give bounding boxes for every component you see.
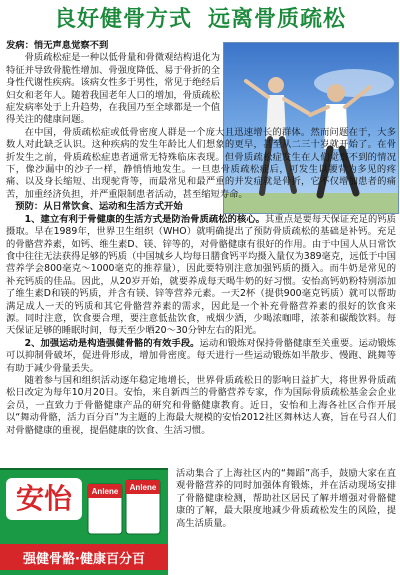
point-2-body: 运动和锻炼对保持骨骼健康至关重要。运动锻炼可以抑制骨破坏，促进骨形成，增加骨密度。每天进行一些运动锻炼如半散步、慢跑、跳舞等有助于减少骨量丢失。 (6, 337, 396, 374)
anlene-advertisement (0, 468, 168, 575)
section-2-title: 预防：从日常饮食、运动和生活方式开始 (15, 201, 183, 213)
article-top-column (6, 40, 220, 127)
closing-paragraph-continued: 活动集合了上海社区内的“舞蹈”高手，鼓励大家在直观骨骼营养的同时加强体育锻炼，并在活动现场安排了骨骼健康检测，帮助社区居民了解并增强对骨骼健康的了解，最大限度地减少骨质疏松发生的风险，提高生活质量。 (176, 468, 396, 529)
article-body (6, 40, 396, 437)
milk-powder-packs-icon (86, 476, 164, 536)
paragraph-2: 在中国，骨质疏松症或低骨密度人群是一个庞大且迅速增长的群体。然而问题在于，大多数人对此缺乏认识。这种疾病的发生年龄比人们想象的更早，甚至从二三十岁就开始了。在骨折发生之前，骨质疏松症患者通常无特殊临床表现。但骨质疏松症发生在人们觉察不到的情况下，像沙漏中的沙子一样，静悄悄地发生。一旦患骨质疏松症后，可发生以腰背为多见的疼痛、以及身长缩短、出现驼背等，而最常见和最严重的并发症就是骨折，它不仅增加患者的痛苦，加重经济负担，并严重限制患者活动，甚至缩短寿命。 (6, 126, 396, 200)
headline (0, 0, 400, 34)
brand-logo: 安怡 (6, 478, 82, 520)
section-1-title: 发病：悄无声息觉察不到 (6, 40, 109, 51)
pack-label-2: Anlene (129, 483, 157, 492)
point-2-title: 2、加强运动是构造强健骨骼的有效手段。 (24, 337, 200, 349)
pack-label-1: Anlene (91, 487, 119, 496)
paragraph-1: 骨质疏松症是一种以低骨量和骨微观结构退化为特征并导致骨脆性增加、骨强度降低、易于骨折的全身性代谢性疾病。该病女性多于男性，常见于绝经后妇女和老年人。随着我国老年人口的增加，骨质疏松症发病率处于上升趋势，在我国乃至全球都是一个值得关注的健康问题。 (6, 52, 220, 126)
point-1-body: 其重点是要每天保证充足的钙质摄取。早在1989年，世界卫生组织（WHO）就明确提出了预防骨质疏松的基础是补钙。充足的骨骼营养素，如钙、维生素D、镁、锌等的，对骨骼健康有很好的作用。由于中国人从日常饮食中往往无法获得足够的钙质（中国城乡人均每日膳食钙平均摄入量仅为389毫克，远低于中国营养学会800毫克～1000毫克的推荐量），因此要特别注意加强钙质的摄入。而牛奶是常见的补充钙质的佳品。因此，从20岁开始，就要养成每天喝牛奶的好习惯。安怡高钙奶粉特别添加了维生素D和镁的钙质，并含有镁、锌等营养元素。一天2杯（提供900毫克钙质）就可以帮助满足成人一天的钙质和其它骨骼营养素的需求，因此是一个补充骨骼营养素的很好的饮食来源。同时注意，饮食要合理，要注意低盐饮食，戒烟少酒，少喝浓咖啡，浓茶和碳酸饮料。每天保证足够的睡眠时间，每天至少晒20～30分钟左右的阳光。 (6, 213, 396, 337)
point-1-title: 1、建立有利于骨健康的生活方式是防治骨质疏松的核心。 (24, 213, 266, 225)
product-packs (86, 476, 164, 536)
closing-paragraph: 随着参与国和组织活动逐年稳定地增长，世界骨质疏松日的影响日益扩大，将世界骨质疏松日改定为每年10月20日。安怡，来自新西兰的骨骼营养专家，作为国际骨质疏松基金会企业会员，一直致力于骨骼健康产品的研究和骨骼健康教育。近日，安怡和上海各社区合作开展以“舞动骨骼，活力百分百”为主题的上海最大规模的安怡2012社区舞林达人赛，旨在号召人们对骨骼健康的重视，提倡健康的饮食、生活习惯。 (6, 374, 396, 436)
headline-part-1: 良好健骨方式 (53, 6, 192, 32)
headline-part-2: 远离骨质疏松 (208, 6, 347, 32)
point-2 (6, 338, 396, 375)
ad-slogan: 强健骨骼·健康百分百 (0, 544, 168, 570)
point-1 (6, 214, 396, 338)
